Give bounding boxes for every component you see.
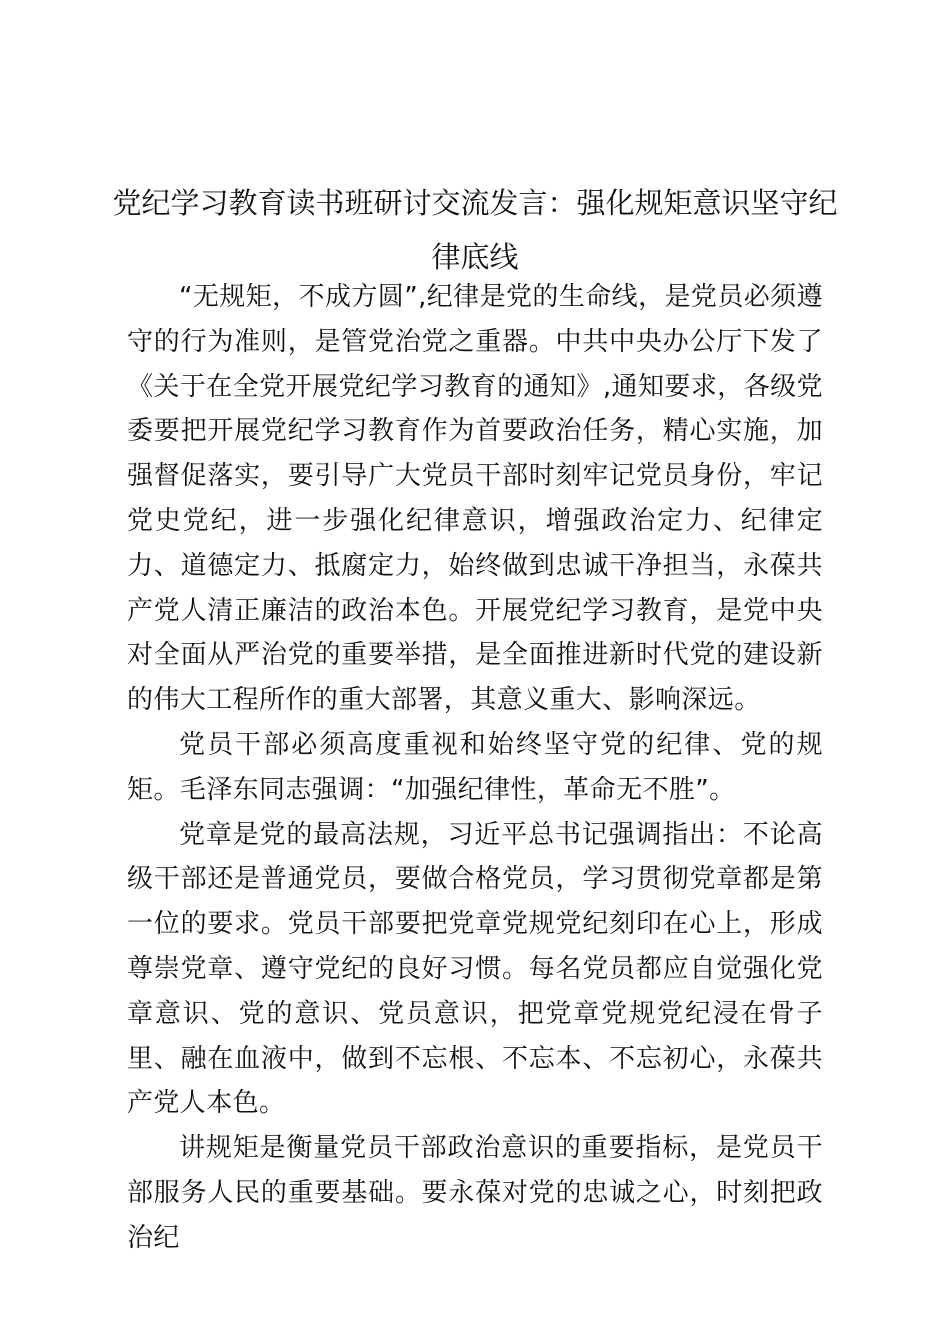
body-paragraph: “无规矩，不成方圆”,纪律是党的生命线，是党员必须遵守的行为准则，是管党治党之重器。中共中央办公厅下发了《关于在全党开展党纪学习教育的通知》,通知要求，各级党委要把开展党纪学习教育作为首要政治任务，精心实施，加强督促落实，要引导广大党员干部时刻牢记党员身份，牢记党史党纪，进一步强化纪律意识，增强政治定力、纪律定力、道德定力、抵腐定力，始终做到忠诚干净担当，永葆共产党人清正廉洁的政治本色。开展党纪学习教育，是党中央对全面从严治党的重要举措，是全面推进新时代党的建设新的伟大工程所作的重大部署，其意义重大、影响深远。: [127, 282, 823, 716]
body-paragraph: 党章是党的最高法规，习近平总书记强调指出：不论高级干部还是普通党员，要做合格党员，学习贯彻党章都是第一位的要求。党员干部要把党章党规党纪刻印在心上，形成尊崇党章、遵守党纪的良好习惯。每名党员都应自觉强化党章意识、党的意识、党员意识，把党章党规党纪浸在骨子里、融在血液中，做到不忘根、不忘本、不忘初心，永葆共产党人本色。: [127, 819, 823, 1119]
document-body: [127, 275, 823, 1261]
body-paragraph: 讲规矩是衡量党员干部政治意识的重要指标，是党员干部服务人民的重要基础。要永葆对党的忠诚之心，时刻把政治纪: [127, 1133, 823, 1253]
body-paragraph: 党员干部必须高度重视和始终坚守党的纪律、党的规矩。毛泽东同志强调：“加强纪律性，革命无不胜”。: [127, 729, 823, 805]
document-title: 党纪学习教育读书班研讨交流发言：强化规矩意识坚守纪律底线: [112, 186, 838, 274]
